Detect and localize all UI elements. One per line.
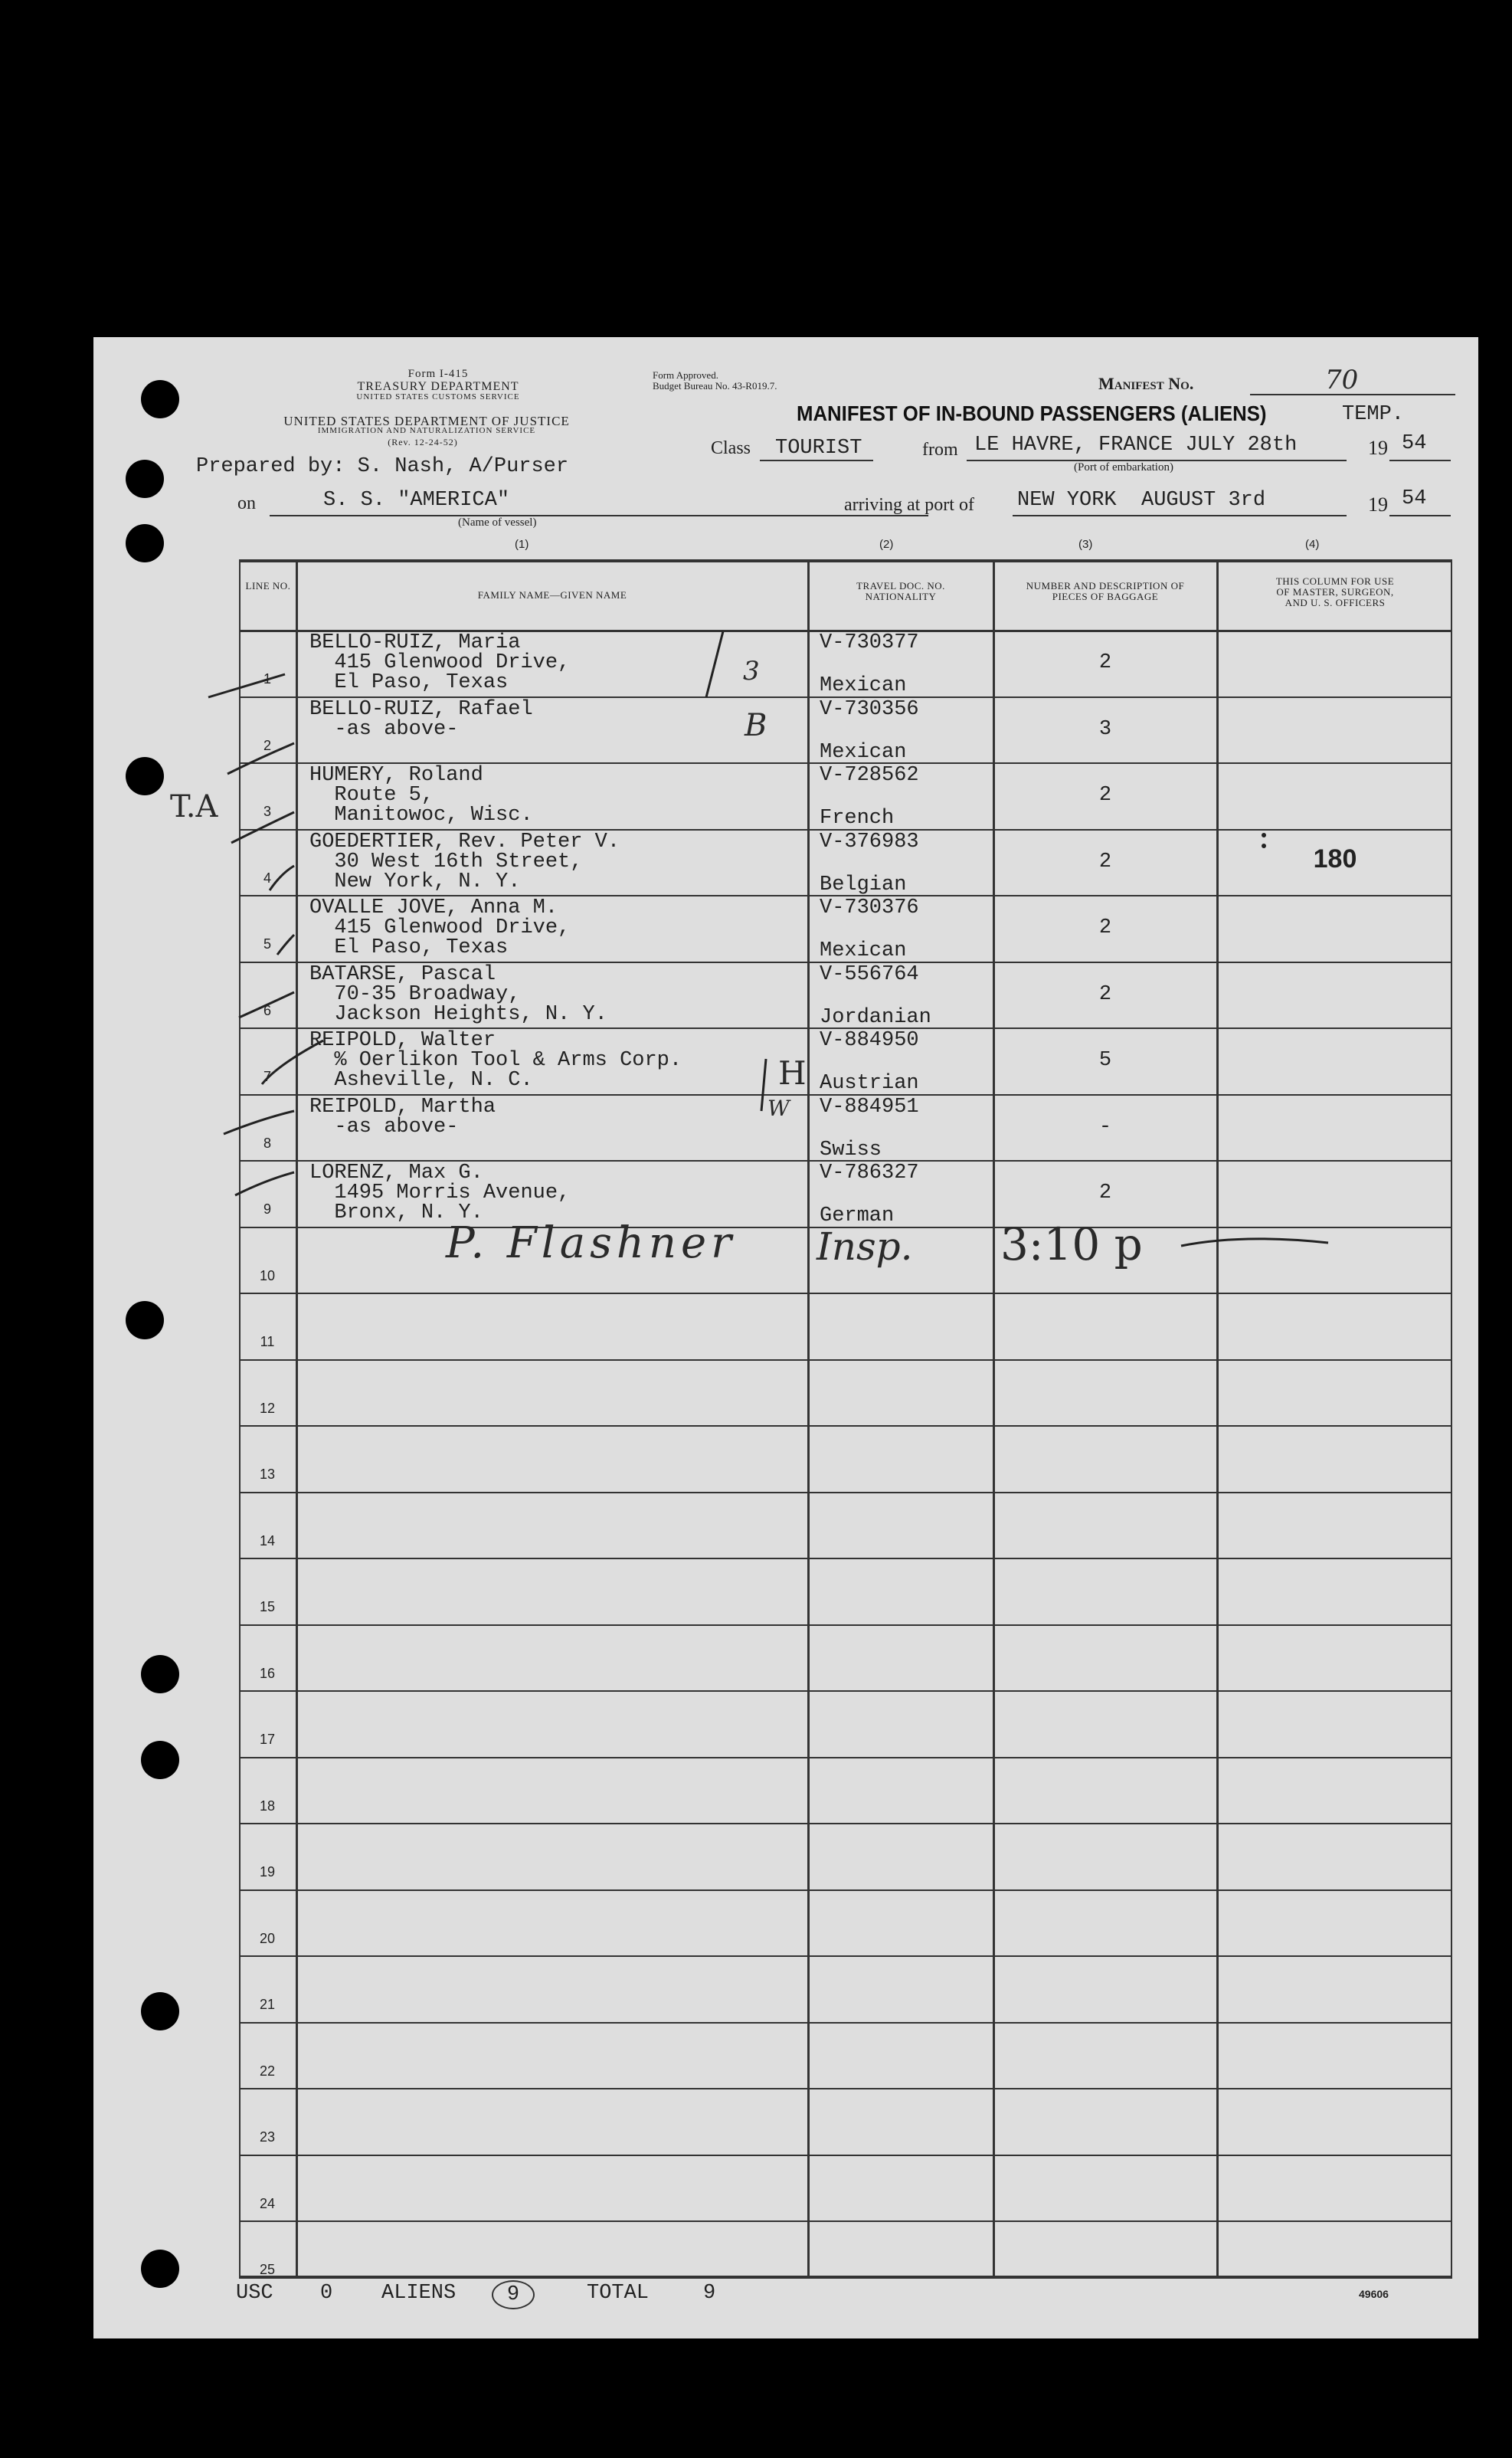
nationality: German: [820, 1204, 895, 1227]
travel-doc-number: V-884950: [820, 1029, 919, 1052]
baggage-count: 2: [1098, 1181, 1112, 1204]
passenger-name: REIPOLD, Walter: [309, 1029, 496, 1052]
travel-doc-number: V-730376: [820, 896, 919, 919]
travel-doc-number: V-728562: [820, 764, 919, 787]
handwritten-b: B: [745, 708, 767, 743]
passenger-address-line2: New York, N. Y.: [309, 870, 521, 893]
line-number: 25: [259, 2262, 276, 2277]
from-year: 54: [1402, 432, 1427, 455]
passenger-address-line1: 70-35 Broadway,: [309, 982, 521, 1006]
passenger-address-line2: El Paso, Texas: [309, 936, 509, 959]
line-number: 4: [263, 870, 271, 886]
on-label: on: [237, 493, 256, 513]
col-header-officers-3: AND U. S. OFFICERS: [1285, 597, 1386, 608]
passenger-name: REIPOLD, Martha: [309, 1095, 496, 1119]
baggage-count: -: [1098, 1115, 1112, 1139]
manifest-no-label: Manifest No.: [1098, 374, 1194, 393]
baggage-count: 2: [1098, 916, 1112, 939]
manifest-sheet: [93, 337, 1478, 2338]
arrival-year: 54: [1402, 487, 1427, 510]
arrival-year-prefix: 19: [1368, 493, 1388, 516]
travel-doc-number: V-884951: [820, 1095, 919, 1119]
line-number: 14: [259, 1532, 276, 1549]
vessel-caption: (Name of vessel): [458, 516, 537, 529]
line-number: 21: [259, 1997, 276, 2012]
handwritten-h: H: [778, 1054, 807, 1092]
inspector-signature: P. Flashner: [446, 1218, 736, 1268]
baggage-count: 5: [1098, 1049, 1112, 1072]
line-number: 20: [259, 1930, 276, 1946]
line-number: 19: [259, 1864, 276, 1880]
footer-usc-label: USC: [236, 2282, 273, 2305]
passenger-name: LORENZ, Max G.: [309, 1162, 483, 1185]
line-number: 15: [259, 1599, 276, 1614]
nationality: Mexican: [820, 740, 907, 764]
footer-total-label: TOTAL: [587, 2282, 650, 2305]
passenger-address-line2: Bronx, N. Y.: [309, 1201, 483, 1224]
col-header-officers-2: OF MASTER, SURGEON,: [1276, 586, 1394, 598]
line-number: 17: [259, 1732, 276, 1747]
class-label: Class: [711, 438, 751, 458]
passenger-address-line1: 415 Glenwood Drive,: [309, 651, 571, 674]
col-number-1: (1): [515, 538, 529, 551]
department-of-justice: UNITED STATES DEPARTMENT OF JUSTICE: [283, 414, 570, 428]
line-number: 8: [263, 1135, 271, 1151]
nationality: Jordanian: [820, 1005, 931, 1029]
temp-label: TEMP.: [1342, 403, 1405, 426]
line-number: 2: [263, 737, 271, 753]
handwritten-3: 3: [743, 656, 760, 687]
passenger-address-line1: 415 Glenwood Drive,: [309, 916, 571, 939]
nationality: Austrian: [820, 1072, 919, 1095]
passenger-address-line1: 30 West 16th Street,: [309, 850, 583, 873]
passenger-address-line2: Jackson Heights, N. Y.: [309, 1002, 607, 1026]
passenger-name: BATARSE, Pascal: [309, 962, 496, 986]
footer-aliens-label: ALIENS: [381, 2282, 457, 2305]
port-embarkation-caption: (Port of embarkation): [1074, 461, 1173, 474]
passenger-address-line1: 1495 Morris Avenue,: [309, 1181, 571, 1204]
arriving-label: arriving at port of: [844, 495, 974, 515]
passenger-address-line2: Manitowoc, Wisc.: [309, 804, 533, 827]
customs-service: UNITED STATES CUSTOMS SERVICE: [356, 392, 520, 401]
col-number-4: (4): [1305, 538, 1320, 551]
manifest-no-value: 70: [1325, 365, 1359, 395]
handwritten-ta: T.A: [170, 789, 218, 824]
form-number: Form I-415: [407, 368, 469, 380]
nationality: Mexican: [820, 674, 907, 697]
passenger-address-line2: El Paso, Texas: [309, 671, 509, 694]
col-header-travel-doc: TRAVEL DOC. NO.: [856, 580, 945, 592]
officer-note: 180: [1313, 844, 1357, 873]
line-number: 13: [259, 1467, 276, 1482]
passenger-address-line2: Asheville, N. C.: [309, 1069, 533, 1092]
footer-usc-count: 0: [320, 2282, 333, 2305]
travel-doc-number: V-376983: [820, 830, 919, 854]
line-number: 3: [263, 804, 271, 819]
inspection-time: 3:10 p: [1000, 1218, 1143, 1270]
from-value: LE HAVRE, FRANCE JULY 28th: [974, 434, 1298, 457]
baggage-count: 2: [1098, 982, 1112, 1006]
passenger-address-line1: -as above-: [309, 717, 459, 741]
col-header-baggage: NUMBER AND DESCRIPTION OF: [1026, 580, 1185, 592]
line-number: 6: [263, 1002, 271, 1018]
passenger-address-line1: % Oerlikon Tool & Arms Corp.: [309, 1049, 682, 1072]
line-number: 7: [263, 1069, 271, 1084]
baggage-count: 2: [1098, 651, 1112, 674]
line-number: 5: [263, 936, 271, 952]
line-number: 1: [263, 671, 271, 687]
passenger-name: HUMERY, Roland: [309, 764, 483, 787]
travel-doc-number: V-730377: [820, 631, 919, 654]
from-year-prefix: 19: [1368, 437, 1388, 459]
travel-doc-number: V-730356: [820, 697, 919, 721]
from-label: from: [922, 440, 958, 460]
class-value: TOURIST: [775, 437, 862, 460]
arriving-value: NEW YORK AUGUST 3rd: [1017, 489, 1266, 512]
ins-service: IMMIGRATION AND NATURALIZATION SERVICE: [317, 426, 536, 435]
vessel-name: S. S. "AMERICA": [323, 489, 510, 512]
line-number: 11: [260, 1334, 275, 1349]
col-header-officers: THIS COLUMN FOR USE: [1275, 575, 1395, 587]
col-header-name: FAMILY NAME—GIVEN NAME: [477, 589, 627, 601]
handwritten-marks: [93, 337, 1478, 2338]
passenger-name: GOEDERTIER, Rev. Peter V.: [309, 830, 620, 854]
inspector-title: Insp.: [817, 1224, 913, 1269]
line-number: 10: [259, 1267, 276, 1283]
col-number-3: (3): [1078, 538, 1093, 551]
col-header-baggage-2: PIECES OF BAGGAGE: [1052, 591, 1159, 602]
col-header-nationality: NATIONALITY: [865, 591, 937, 602]
nationality: French: [820, 807, 895, 830]
baggage-count: 2: [1098, 850, 1112, 873]
line-number: 18: [259, 1798, 276, 1814]
form-approved: Form Approved.: [653, 369, 718, 381]
baggage-count: 3: [1098, 717, 1112, 741]
passenger-name: OVALLE JOVE, Anna M.: [309, 896, 558, 919]
passenger-name: BELLO-RUIZ, Rafael: [309, 697, 533, 721]
footer-aliens-count: 9: [492, 2280, 535, 2309]
form-revision: (Rev. 12-24-52): [388, 437, 458, 447]
col-number-2: (2): [879, 538, 894, 551]
nationality: Swiss: [820, 1138, 882, 1162]
travel-doc-number: V-556764: [820, 962, 919, 986]
form-code: 49606: [1359, 2288, 1389, 2300]
manifest-title: MANIFEST OF IN-BOUND PASSENGERS (ALIENS): [797, 401, 1267, 425]
nationality: Mexican: [820, 939, 907, 962]
baggage-count: 2: [1098, 784, 1112, 807]
passenger-address-line1: -as above-: [309, 1115, 459, 1139]
treasury-department: TREASURY DEPARTMENT: [357, 380, 519, 393]
budget-bureau: Budget Bureau No. 43-R019.7.: [653, 380, 777, 392]
prepared-by: Prepared by: S. Nash, A/Purser: [196, 455, 569, 478]
col-header-line-no: LINE NO.: [245, 580, 291, 592]
passenger-name: BELLO-RUIZ, Maria: [309, 631, 521, 654]
line-number: 16: [259, 1665, 276, 1681]
handwritten-w: W: [767, 1096, 790, 1121]
line-number: 9: [263, 1201, 271, 1217]
line-number: 24: [259, 2195, 276, 2211]
nationality: Belgian: [820, 873, 907, 896]
travel-doc-number: V-786327: [820, 1162, 919, 1185]
line-number: 22: [259, 2063, 276, 2079]
footer-total-count: 9: [703, 2282, 716, 2305]
line-number: 23: [259, 2129, 276, 2145]
passenger-address-line1: Route 5,: [309, 784, 434, 807]
line-number: 12: [259, 1400, 276, 1416]
